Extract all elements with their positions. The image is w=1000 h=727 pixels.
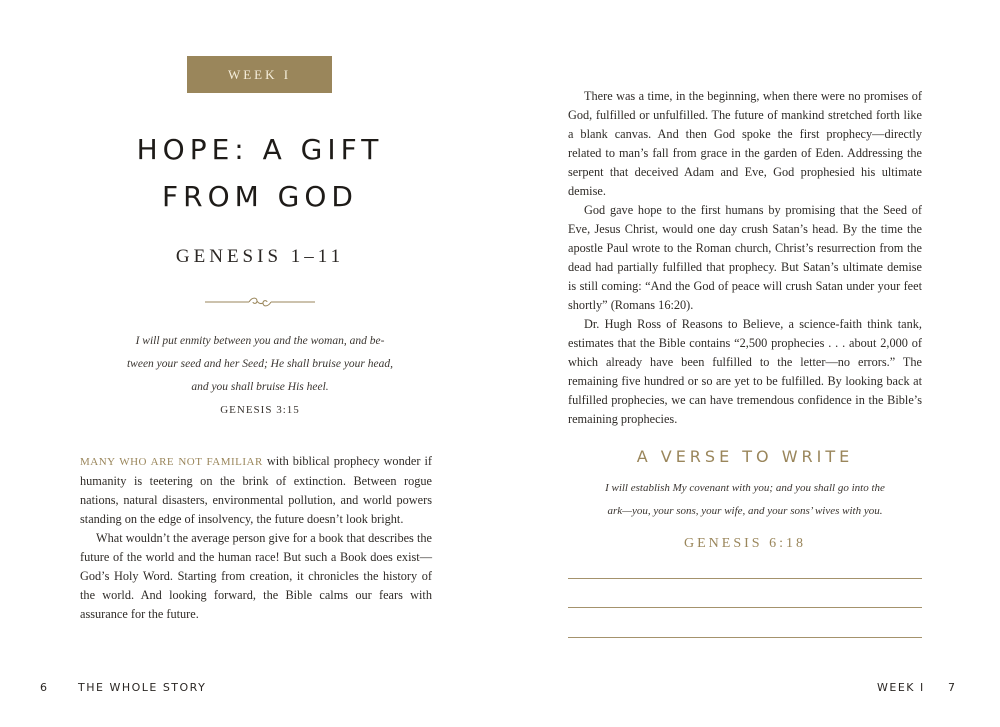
lead-in-smallcaps: MANY WHO ARE NOT FAMILIAR [80,456,263,468]
epigraph-reference: GENESIS 3:15 [220,404,300,416]
body-paragraph: What wouldn’t the average person give for a book that describes the future of the world and the human race! But such a Book does exist—God’s Holy Word. Starting from creation, it chronicles the history of the world. And looking forward, the Bible calms our fears with assurance for the future. [80,531,432,621]
flourish-ornament-icon [205,295,315,309]
body-paragraph: God gave hope to the first humans by promising that the Seed of Eve, Jesus Christ, would one day crush Satan’s head. By the time the apostle Paul wrote to the Roman church, Christ’s resurrection from the dead had partially fulfilled that prophecy. But Satan’s ultimate demise is still coming: “And the God of peace will crush Satan under your feet shortly” (Romans 16:20). [568,203,922,312]
verse-to-write [568,477,922,523]
section-heading: A VERSE TO WRITE [636,447,854,466]
writing-line [568,607,922,608]
epigraph-quote [100,330,420,399]
body-paragraph: Dr. Hugh Ross of Reasons to Believe, a science-faith think tank, estimates that the Bible contains “2,500 prophecies . . . about 2,000 of which already have been fulfilled to the letter—no errors.” The remaining five hundred or so are yet to be fulfilled. By looking back at fulfilled prophecies, we can have tremendous confidence in the Bible’s remaining prophecies. [568,317,922,426]
verse-reference: GENESIS 6:18 [684,536,806,551]
verse-line: I will establish My covenant with you; and you shall go into the [605,482,885,494]
left-body-text [80,452,432,624]
week-badge [187,56,332,93]
verse-line: ark—you, your sons, your wife, and your sons’ wives with you. [607,505,883,517]
quote-line: I will put enmity between you and the woman, and be- [135,335,385,347]
footer-page-number: 7 [948,681,957,694]
body-paragraph: There was a time, in the beginning, when there were no promises of God, fulfilled or unfulfilled. The future of mankind stretched forth like a blank canvas. And then God spoke the first prophecy—directly related to man’s fall from grace in the garden of Eden. Addressing the serpent that deceived Adam and Eve, God prophesied his ultimate demise. [568,89,922,198]
chapter-subtitle: GENESIS 1–11 [175,246,345,267]
footer-week-label: WEEK I [877,681,925,694]
writing-line [568,578,922,579]
body-paragraph [80,452,432,529]
paragraph-text: with biblical prophecy wonder if humanity is teetering on the brink of extinction. Between rogue nations, natural disasters, environmental pollution, and world powers standing on the edge of insolvency, the future doesn’t look bright. [80,454,432,526]
chapter-title-line-1: HOPE: A GIFT [136,133,384,166]
week-badge-label: WEEK I [227,66,292,82]
quote-line: tween your seed and her Seed; He shall bruise your head, [126,358,394,370]
writing-line [568,637,922,638]
quote-line: and you shall bruise His heel. [191,381,329,393]
chapter-title-line-2: FROM GOD [162,180,358,213]
footer-page-number: 6 [40,681,49,694]
right-body-text [568,87,922,429]
footer-book-title: THE WHOLE STORY [78,681,207,694]
